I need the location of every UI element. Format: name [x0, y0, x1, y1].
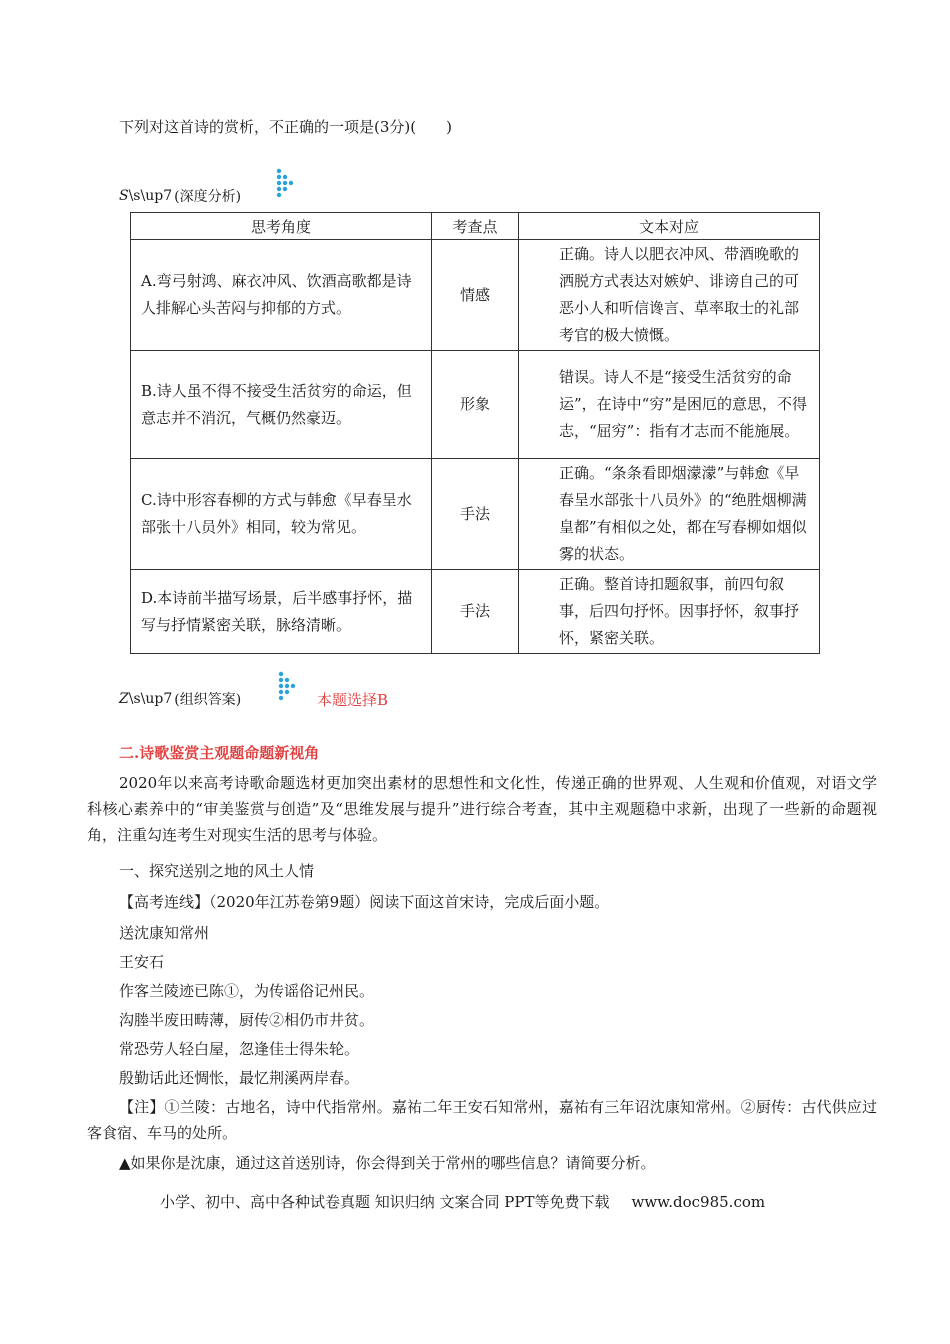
- chevron-dots-icon: [278, 671, 300, 705]
- poem-line: 常恐劳人轻白屋，忽逢佳士得朱轮。: [119, 1040, 360, 1058]
- tag-label: (组织答案): [174, 692, 242, 708]
- chevron-dots-icon: [276, 168, 298, 202]
- poem-author: 王安石: [119, 953, 165, 971]
- poem-line: 殷勤话此还惆怅，最忆荆溪两岸春。: [119, 1069, 360, 1087]
- answer-text: 本题选择B: [317, 691, 389, 709]
- analysis-table: [130, 212, 820, 654]
- section-title: 二.诗歌鉴赏主观题命题新视角: [119, 744, 320, 762]
- header-point: 考查点: [432, 213, 519, 240]
- footer-text: 小学、初中、高中各种试卷真题 知识归纳 文案合同 PPT等免费下载: [160, 1193, 610, 1211]
- poem-title: 送沈康知常州: [119, 924, 210, 942]
- header-text: 文本对应: [519, 213, 820, 240]
- table-row: [131, 570, 820, 654]
- table-row: [131, 240, 820, 351]
- table-header-row: [131, 213, 820, 240]
- option-angle: D.本诗前半描写场景，后半感事抒怀，描写与抒情紧密关联，脉络清晰。: [131, 570, 432, 654]
- option-point: 手法: [432, 570, 519, 654]
- option-angle: A.弯弓射鸿、麻衣冲风、饮酒高歌都是诗人排解心头苦闷与抑郁的方式。: [131, 240, 432, 351]
- footer-url[interactable]: www.doc985.com: [631, 1193, 766, 1211]
- header-angle: 思考角度: [131, 213, 432, 240]
- table-row: [131, 351, 820, 459]
- option-point: 情感: [432, 240, 519, 351]
- exam-link: 【高考连线】（2020年江苏卷第9题）阅读下面这首宋诗，完成后面小题。: [119, 893, 610, 911]
- option-angle: C.诗中形容春柳的方式与韩愈《早春呈水部张十八员外》相同，较为常见。: [131, 459, 432, 570]
- intro-paragraph: 2020年以来高考诗歌命题选材更加突出素材的思想性和文化性，传递正确的世界观、人生观和价值观，对语文学科核心素养中的“审美鉴赏与创造”及“思维发展与提升”进行综合考查，其中主观题稳中求新，出现了一些新的命题视角，注重勾连考生对现实生活的思考与体验。: [87, 774, 877, 844]
- option-point: 手法: [432, 459, 519, 570]
- tag-code: S\s\up7: [119, 188, 173, 204]
- option-text: 正确。“条条看即烟濛濛”与韩愈《早春呈水部张十八员外》的“绝胜烟柳满皇都”有相似之处，都在写春柳如烟似雾的状态。: [519, 459, 820, 570]
- page-footer: [160, 1191, 765, 1212]
- poem-line: 沟塍半废田畴薄，厨传②相仍市井贫。: [119, 1011, 375, 1029]
- task-question: ▲如果你是沈康，通过这首送别诗，你会得到关于常州的哪些信息？请简要分析。: [119, 1154, 656, 1172]
- option-text: 正确。整首诗扣题叙事，前四句叙事，后四句抒怀。因事抒怀，叙事抒怀，紧密关联。: [519, 570, 820, 654]
- option-text: 正确。诗人以肥衣冲风、带酒晚歌的洒脱方式表达对嫉妒、诽谤自己的可恶小人和听信谗言、草率取士的礼部考官的极大愤慨。: [519, 240, 820, 351]
- option-text: 错误。诗人不是“接受生活贫穷的命运”，在诗中“穷”是困厄的意思，不得志，“屈穷”：指有才志而不能施展。: [519, 351, 820, 459]
- tag-label: (深度分析): [174, 189, 242, 205]
- question-stem: 下列对这首诗的赏析，不正确的一项是(3分)( ): [119, 118, 452, 136]
- poem-line: 作客兰陵迹已陈①，为传谣俗记州民。: [119, 982, 375, 1000]
- subheading: 一、探究送别之地的风土人情: [119, 862, 315, 880]
- poem-note: 【注】①兰陵：古地名，诗中代指常州。嘉祐二年王安石知常州，嘉祐有三年诏沈康知常州。②厨传：古代供应过客食宿、车马的处所。: [87, 1098, 877, 1142]
- option-angle: B.诗人虽不得不接受生活贫穷的命运，但意志并不消沉，气概仍然豪迈。: [131, 351, 432, 459]
- tag-code: Z\s\up7: [119, 691, 173, 707]
- deep-analysis-tag: [119, 186, 241, 206]
- answer-tag: [119, 689, 241, 709]
- option-point: 形象: [432, 351, 519, 459]
- table-row: [131, 459, 820, 570]
